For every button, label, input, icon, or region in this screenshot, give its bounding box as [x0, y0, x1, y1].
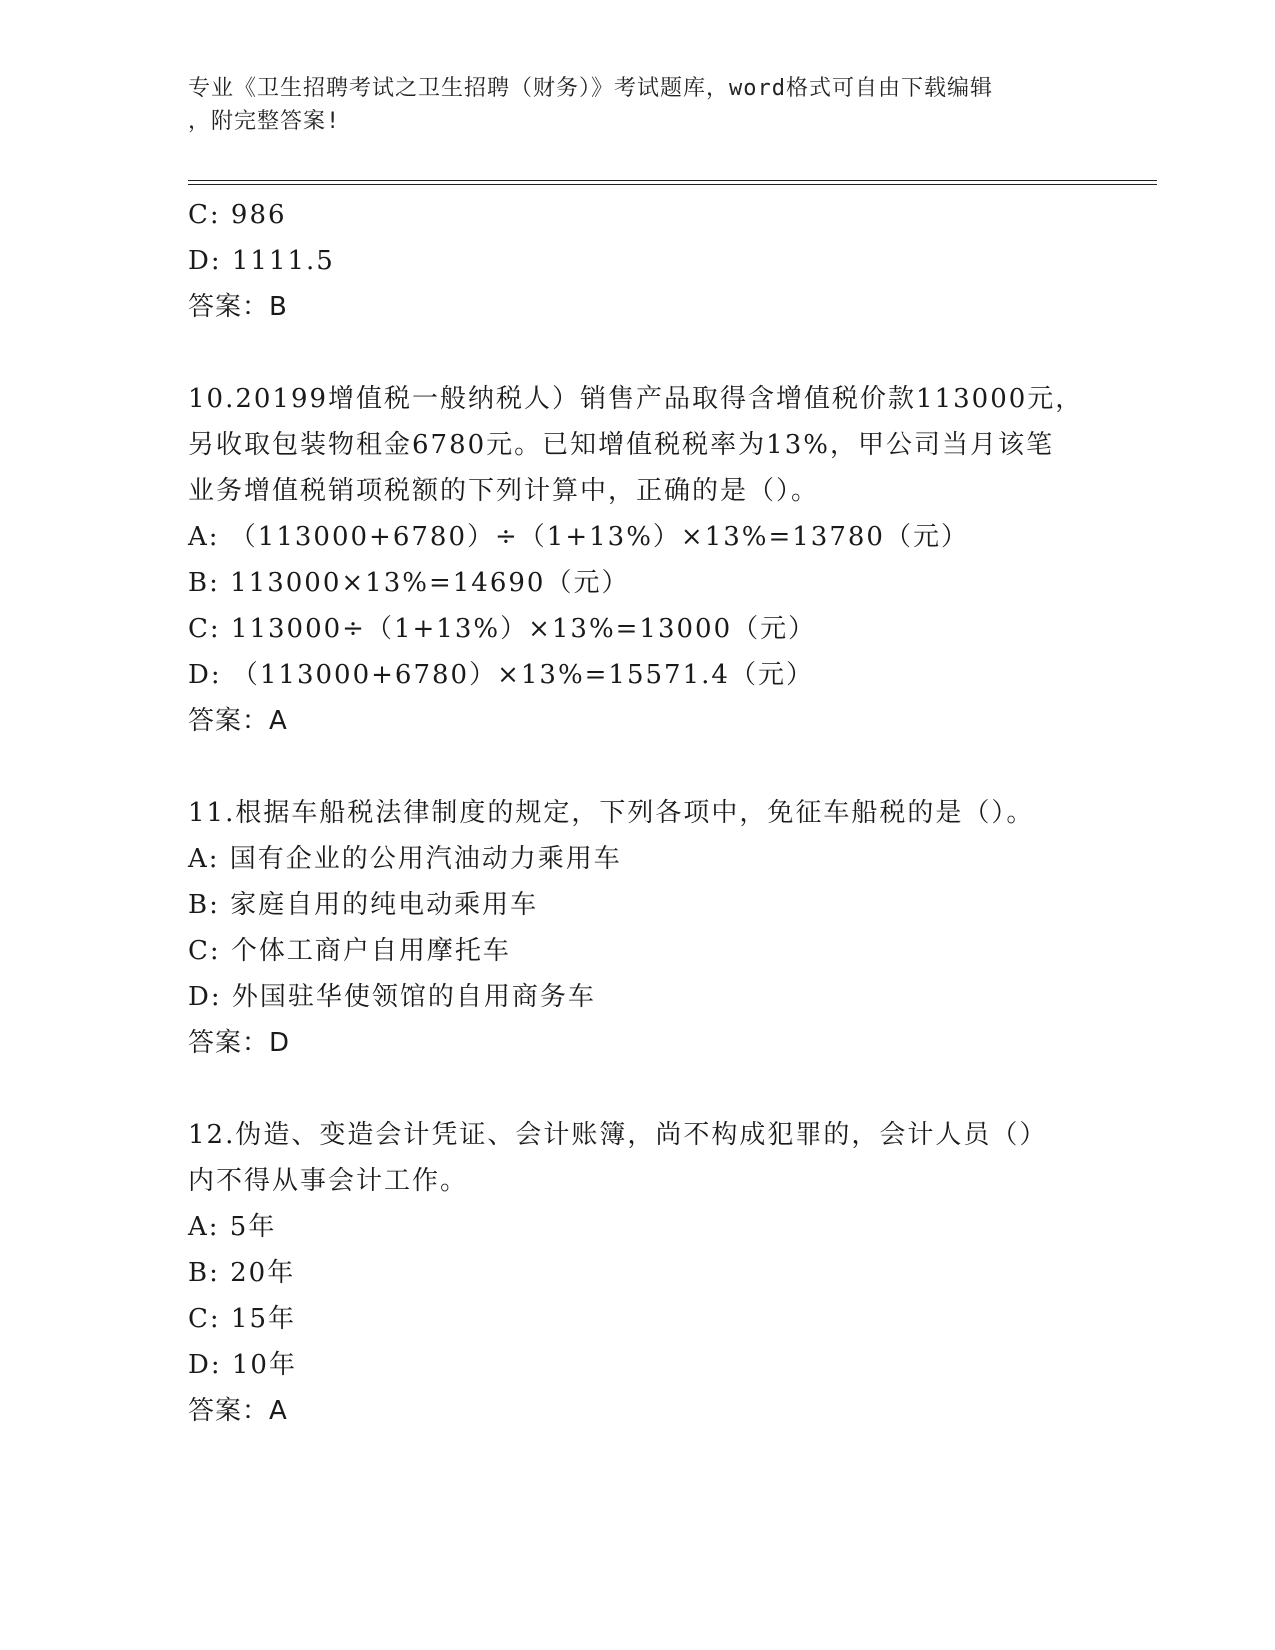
question-text-line: 12.伪造、变造会计凭证、会计账簿，尚不构成犯罪的，会计人员（）: [188, 1120, 1048, 1150]
answer-line: 答案：A: [188, 706, 288, 736]
option-b: B: 20年: [188, 1258, 296, 1288]
option-a: A: 国有企业的公用汽油动力乘用车: [188, 844, 622, 874]
option-c: C: 个体工商户自用摩托车: [188, 936, 511, 966]
option-c: C: 15年: [188, 1304, 297, 1334]
question-text-line: 10.20199增值税一般纳税人）销售产品取得含增值税价款113000元，: [188, 384, 1084, 414]
question-text-line: 另收取包装物租金6780元。已知增值税税率为13%，甲公司当月该笔: [188, 430, 1054, 460]
option-b: B: 113000×13%=14690（元）: [188, 568, 630, 598]
option-a: A: （113000+6780）÷（1+13%）×13%=13780（元）: [188, 522, 969, 552]
question-spacer: [188, 330, 1088, 376]
question-text-line: 内不得从事会计工作。: [188, 1166, 469, 1196]
header-line-2: ，附完整答案!: [188, 109, 341, 134]
question-text-line: 11.根据车船税法律制度的规定，下列各项中，免征车船税的是（）。: [188, 798, 1035, 828]
option-d: D: 10年: [188, 1350, 297, 1380]
question-11: [188, 790, 1088, 1066]
answer-line: 答案：A: [188, 1396, 288, 1426]
option-c: C: 113000÷（1+13%）×13%=13000（元）: [188, 614, 817, 644]
header-rule-top: [188, 180, 1157, 181]
question-10: [188, 376, 1088, 744]
option-d: D: 1111.5: [188, 246, 335, 276]
option-d: D: 外国驻华使领馆的自用商务车: [188, 982, 596, 1012]
question-spacer: [188, 744, 1088, 790]
question-content: [188, 192, 1088, 1434]
answer-line: 答案：D: [188, 1028, 291, 1058]
header-rule-bottom: [188, 184, 1157, 185]
answer-line: 答案：B: [188, 292, 288, 322]
header-line-1: 专业《卫生招聘考试之卫生招聘（财务）》考试题库，word格式可自由下载编辑: [188, 76, 993, 101]
option-d: D: （113000+6780）×13%=15571.4（元）: [188, 660, 814, 690]
question-12: [188, 1112, 1088, 1434]
option-a: A: 5年: [188, 1212, 277, 1242]
option-b: B: 家庭自用的纯电动乘用车: [188, 890, 539, 920]
document-header: [188, 72, 1068, 138]
question-spacer: [188, 1066, 1088, 1112]
previous-question: [188, 192, 1088, 330]
question-text-line: 业务增值税销项税额的下列计算中，正确的是（）。: [188, 476, 820, 506]
option-c: C: 986: [188, 200, 287, 230]
